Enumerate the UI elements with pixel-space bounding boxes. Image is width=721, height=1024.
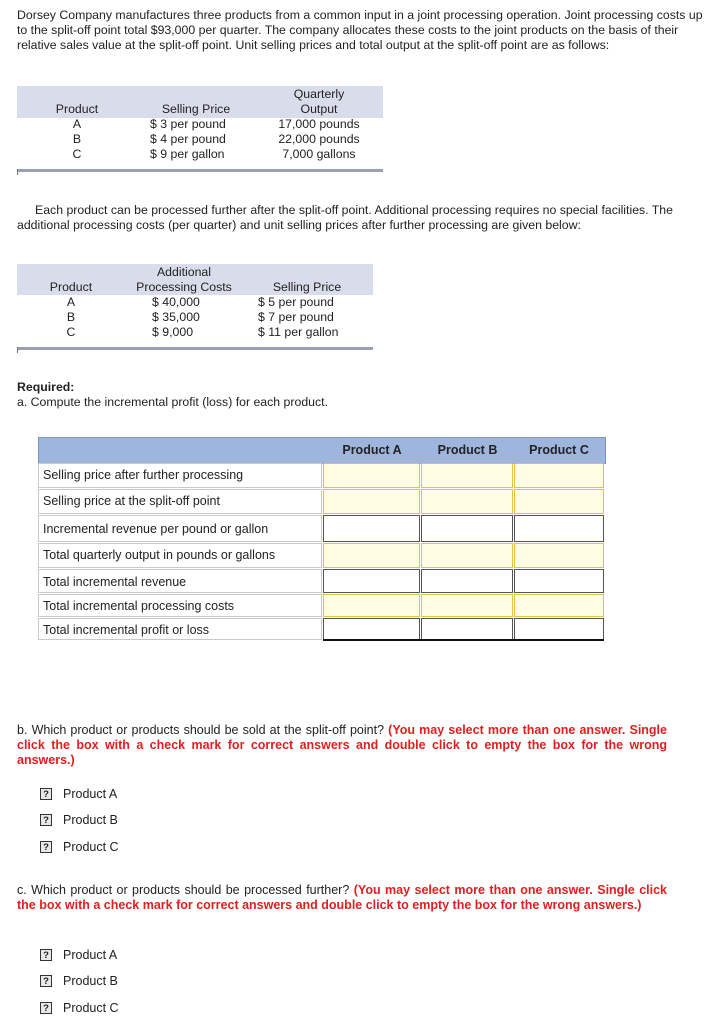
header-selling-price: Selling Price [272, 280, 342, 294]
part-c-instruction: (You may select more than one answer. Single click the box with a check mark for correct answers and double click to empty the box for the wrong answers.) [17, 883, 667, 912]
t1-product-b: B [72, 132, 82, 146]
input-a-total-output[interactable] [323, 543, 420, 568]
row-label-incremental-revenue-per-unit: Incremental revenue per pound or gallon [38, 515, 322, 542]
t2-product-c: C [66, 325, 76, 339]
further-processing-paragraph: Each product can be processed further after the split-off point. Additional processing requires no special facilities. The additional processing costs (per quarter) and unit selling prices after further processing are given below: [17, 203, 673, 232]
input-b-selling-price-after[interactable] [421, 463, 513, 488]
question-mark-checkbox-icon[interactable]: ? [40, 841, 52, 853]
header-product: Product [55, 102, 99, 116]
option-label: Product B [63, 974, 118, 988]
t2-cost-b: $ 35,000 [152, 310, 200, 324]
part-c-option-product-b[interactable] [40, 973, 118, 989]
input-a-total-incremental-profit[interactable] [323, 618, 420, 640]
input-c-total-incremental-profit[interactable] [514, 618, 604, 640]
t2-price-c: $ 11 per gallon [258, 325, 339, 339]
header-output-line1: Quarterly [293, 87, 345, 101]
input-b-incremental-revenue-per-unit[interactable] [421, 515, 513, 542]
t2-product-a: A [66, 295, 76, 309]
header-cost-line2: Processing Costs [136, 280, 232, 294]
part-b-question-block [17, 723, 667, 768]
part-c-option-product-c[interactable] [40, 1000, 119, 1016]
input-b-total-incremental-profit[interactable] [421, 618, 513, 640]
header-cost-line1: Additional [156, 265, 211, 279]
intro-paragraph: Dorsey Company manufactures three products from a common input in a joint processing operation. Joint processing costs up to the split-off point total $93,000 per quarter. The company allocates these costs to the joint products on the basis of their relative sales value at the split-off point. Unit selling prices and total output at the split-off point are as follows: [17, 8, 703, 52]
part-b-option-product-b[interactable] [40, 812, 118, 828]
part-a-question: a. Compute the incremental profit (loss) for each product. [17, 395, 328, 409]
input-b-total-incremental-revenue[interactable] [421, 569, 513, 593]
t1-price-c: $ 9 per gallon [150, 147, 225, 161]
t1-output-b: 22,000 pounds [278, 132, 360, 146]
col-product-c: Product C [529, 443, 589, 457]
input-a-selling-price-split-off[interactable] [323, 489, 420, 514]
input-c-total-incremental-processing-costs[interactable] [514, 594, 604, 617]
option-label: Product C [63, 1001, 119, 1015]
row-label-total-incremental-profit: Total incremental profit or loss [38, 618, 322, 640]
row-label-selling-price-split-off: Selling price at the split-off point [38, 489, 322, 514]
option-label: Product A [63, 948, 118, 962]
question-mark-checkbox-icon[interactable]: ? [40, 949, 52, 961]
option-label: Product C [63, 840, 119, 854]
table-bottom-rule [17, 347, 373, 350]
input-a-incremental-revenue-per-unit[interactable] [323, 515, 420, 542]
header-output-line2: Output [300, 102, 338, 116]
input-b-total-incremental-processing-costs[interactable] [421, 594, 513, 617]
input-c-incremental-revenue-per-unit[interactable] [514, 515, 604, 542]
option-label: Product A [63, 787, 118, 801]
t2-product-b: B [66, 310, 76, 324]
part-b-question: b. Which product or products should be sold at the split-off point? [17, 723, 385, 737]
question-mark-checkbox-icon[interactable]: ? [40, 975, 52, 987]
input-a-total-incremental-processing-costs[interactable] [323, 594, 420, 617]
header-selling-price: Selling Price [161, 102, 231, 116]
part-c-option-product-a[interactable] [40, 947, 117, 963]
required-heading: Required: [17, 380, 75, 394]
part-c-question: c. Which product or products should be processed further? [17, 883, 350, 897]
t1-price-a: $ 3 per pound [150, 117, 226, 131]
part-b-instruction: (You may select more than one answer. Single click the box with a check mark for correct answers and double click to empty the box for the wrong answers.) [17, 723, 667, 767]
question-mark-checkbox-icon[interactable]: ? [40, 1002, 52, 1014]
table-bottom-rule [17, 169, 383, 172]
part-c-question-block [17, 883, 667, 913]
t2-cost-a: $ 40,000 [152, 295, 200, 309]
col-product-b: Product B [437, 443, 498, 457]
header-product: Product [49, 280, 93, 294]
part-b-option-product-a[interactable] [40, 786, 117, 802]
t2-price-b: $ 7 per pound [258, 310, 334, 324]
t2-price-a: $ 5 per pound [258, 295, 334, 309]
table-corner-tick [17, 169, 18, 175]
input-c-selling-price-split-off[interactable] [514, 489, 604, 514]
t1-product-c: C [72, 147, 82, 161]
row-label-selling-price-after: Selling price after further processing [38, 463, 322, 488]
t1-output-c: 7,000 gallons [282, 147, 356, 161]
double-underline [323, 639, 604, 641]
input-c-total-output[interactable] [514, 543, 604, 568]
input-b-selling-price-split-off[interactable] [421, 489, 513, 514]
col-product-a: Product A [342, 443, 402, 457]
option-label: Product B [63, 813, 118, 827]
row-label-total-incremental-processing-costs: Total incremental processing costs [38, 594, 322, 617]
input-c-total-incremental-revenue[interactable] [514, 569, 604, 593]
input-c-selling-price-after[interactable] [514, 463, 604, 488]
t1-price-b: $ 4 per pound [150, 132, 226, 146]
t1-product-a: A [72, 117, 82, 131]
question-mark-checkbox-icon[interactable]: ? [40, 788, 52, 800]
question-mark-checkbox-icon[interactable]: ? [40, 814, 52, 826]
input-b-total-output[interactable] [421, 543, 513, 568]
input-a-selling-price-after[interactable] [323, 463, 420, 488]
table-corner-tick [17, 347, 18, 353]
input-a-total-incremental-revenue[interactable] [323, 569, 420, 593]
row-label-total-output: Total quarterly output in pounds or gallons [38, 543, 322, 568]
t2-cost-c: $ 9,000 [152, 325, 194, 339]
t1-output-a: 17,000 pounds [278, 117, 360, 131]
part-b-option-product-c[interactable] [40, 839, 119, 855]
row-label-total-incremental-revenue: Total incremental revenue [38, 569, 322, 593]
